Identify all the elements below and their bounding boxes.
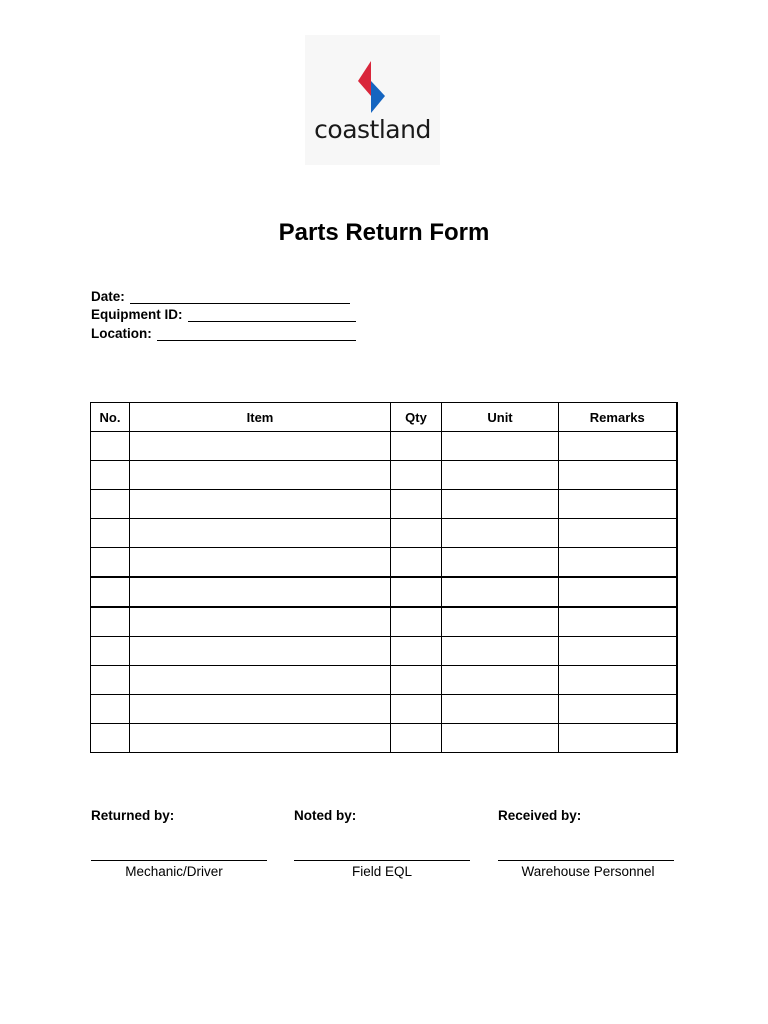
- table-row: [91, 490, 677, 519]
- noted-by-signature-line[interactable]: [294, 860, 470, 861]
- coastland-logo-icon: [353, 61, 393, 116]
- item-cell[interactable]: [130, 519, 391, 548]
- qty-cell[interactable]: [391, 548, 442, 578]
- item-cell[interactable]: [130, 607, 391, 637]
- table-row: [91, 637, 677, 666]
- table-header-row: [91, 403, 677, 432]
- no-cell[interactable]: [91, 607, 130, 637]
- qty-cell[interactable]: [391, 637, 442, 666]
- equipment-id-label: Equipment ID:: [91, 307, 183, 322]
- col-remarks-header: Remarks: [559, 403, 677, 432]
- remarks-cell[interactable]: [559, 666, 677, 695]
- col-qty-header: Qty: [391, 403, 442, 432]
- col-item-header: Item: [130, 403, 391, 432]
- received-by-role: Warehouse Personnel: [521, 864, 655, 879]
- qty-cell[interactable]: [391, 695, 442, 724]
- company-logo: [305, 35, 440, 165]
- unit-cell[interactable]: [442, 577, 559, 607]
- item-cell[interactable]: [130, 577, 391, 607]
- no-cell[interactable]: [91, 695, 130, 724]
- table-row: [91, 695, 677, 724]
- qty-cell[interactable]: [391, 490, 442, 519]
- unit-cell[interactable]: [442, 548, 559, 578]
- remarks-cell[interactable]: [559, 695, 677, 724]
- no-cell[interactable]: [91, 724, 130, 753]
- unit-cell[interactable]: [442, 519, 559, 548]
- no-cell[interactable]: [91, 637, 130, 666]
- remarks-cell[interactable]: [559, 519, 677, 548]
- date-line[interactable]: [130, 291, 350, 304]
- unit-cell[interactable]: [442, 666, 559, 695]
- item-cell[interactable]: [130, 666, 391, 695]
- qty-cell[interactable]: [391, 461, 442, 490]
- remarks-cell[interactable]: [559, 432, 677, 461]
- table-row: [91, 607, 677, 637]
- no-cell[interactable]: [91, 490, 130, 519]
- received-by-label: Received by:: [498, 808, 582, 823]
- unit-cell[interactable]: [442, 432, 559, 461]
- table-row: [91, 432, 677, 461]
- item-cell[interactable]: [130, 695, 391, 724]
- equipment-id-line[interactable]: [188, 309, 356, 322]
- no-cell[interactable]: [91, 519, 130, 548]
- unit-cell[interactable]: [442, 637, 559, 666]
- qty-cell[interactable]: [391, 724, 442, 753]
- unit-cell[interactable]: [442, 490, 559, 519]
- table-row: [91, 461, 677, 490]
- remarks-cell[interactable]: [559, 637, 677, 666]
- table-body: [91, 432, 677, 753]
- noted-by-label: Noted by:: [294, 808, 357, 823]
- col-no-header: No.: [91, 403, 130, 432]
- returned-by-signature-line[interactable]: [91, 860, 267, 861]
- returned-by-role: Mechanic/Driver: [125, 864, 223, 879]
- item-cell[interactable]: [130, 637, 391, 666]
- noted-by-role: Field EQL: [351, 864, 413, 879]
- equipment-id-field[interactable]: [91, 307, 356, 322]
- location-label: Location:: [91, 326, 152, 341]
- item-cell[interactable]: [130, 432, 391, 461]
- no-cell[interactable]: [91, 548, 130, 578]
- no-cell[interactable]: [91, 666, 130, 695]
- brand-name: coastland: [314, 115, 431, 144]
- returned-by-label: Returned by:: [91, 808, 175, 823]
- received-by-signature-line[interactable]: [498, 860, 674, 861]
- location-field[interactable]: [91, 326, 356, 341]
- remarks-cell[interactable]: [559, 577, 677, 607]
- unit-cell[interactable]: [442, 724, 559, 753]
- remarks-cell[interactable]: [559, 607, 677, 637]
- qty-cell[interactable]: [391, 577, 442, 607]
- table-row: [91, 548, 677, 578]
- table-row: [91, 519, 677, 548]
- date-label: Date:: [91, 289, 125, 304]
- col-unit-header: Unit: [442, 403, 559, 432]
- location-line[interactable]: [157, 328, 356, 341]
- item-cell[interactable]: [130, 490, 391, 519]
- qty-cell[interactable]: [391, 432, 442, 461]
- table-row: [91, 724, 677, 753]
- parts-table: [90, 402, 678, 753]
- remarks-cell[interactable]: [559, 461, 677, 490]
- unit-cell[interactable]: [442, 695, 559, 724]
- item-cell[interactable]: [130, 461, 391, 490]
- no-cell[interactable]: [91, 577, 130, 607]
- unit-cell[interactable]: [442, 607, 559, 637]
- remarks-cell[interactable]: [559, 548, 677, 578]
- form-title: Parts Return Form: [278, 219, 490, 246]
- table-row: [91, 577, 677, 607]
- qty-cell[interactable]: [391, 519, 442, 548]
- qty-cell[interactable]: [391, 607, 442, 637]
- qty-cell[interactable]: [391, 666, 442, 695]
- no-cell[interactable]: [91, 432, 130, 461]
- table-row: [91, 666, 677, 695]
- item-cell[interactable]: [130, 724, 391, 753]
- remarks-cell[interactable]: [559, 724, 677, 753]
- remarks-cell[interactable]: [559, 490, 677, 519]
- date-field[interactable]: [91, 289, 350, 304]
- item-cell[interactable]: [130, 548, 391, 578]
- no-cell[interactable]: [91, 461, 130, 490]
- unit-cell[interactable]: [442, 461, 559, 490]
